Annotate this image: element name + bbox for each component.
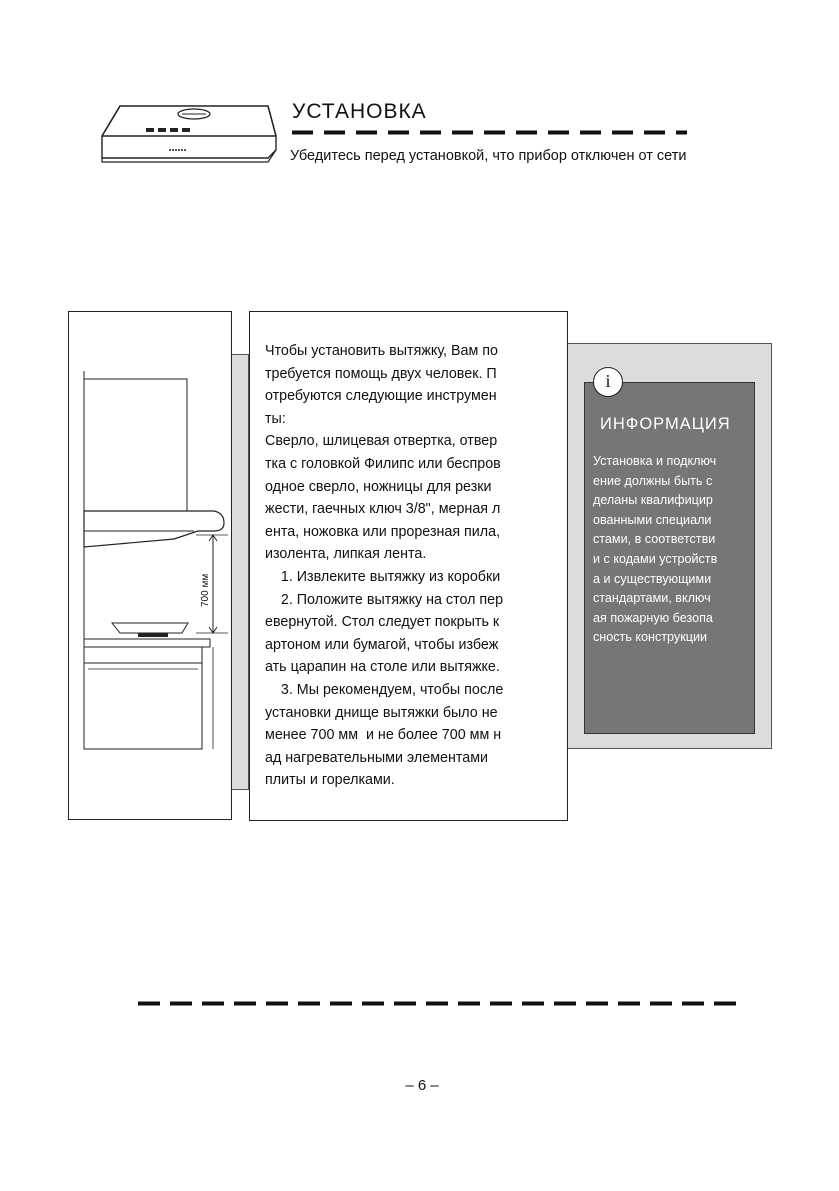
bottom-dashed-divider	[138, 1001, 743, 1006]
safety-subtitle: Убедитесь перед установкой, что прибор отключен от сети	[290, 148, 687, 164]
installation-diagram	[68, 311, 232, 820]
info-text: Установка и подключ ение должны быть с деланы квалифицир ованными специали стами, в соответстви и с кодами устройств а и существующими стандартами, включ ая пожарную безопа сность конструкции	[593, 454, 718, 645]
instructions-text: Чтобы установить вытяжку, Вам по требуется помощь двух человек. П отребуются следующие инструмен ты: Сверло, шлицевая отвертка, отвер тка с головкой Филипс или беспров одное сверло, ножницы для резки жести, гаечных ключ 3/8", мерная л ента, ножовка или прорезная пила, изолента, липкая лента. 1. Извлеките вытяжку из коробки 2. Положите вытяжку на стол пер евернутой. Стол следует покрыть к артоном или бумагой, чтобы избеж ать царапин на столе или вытяжке. 3. Мы рекомендуем, чтобы после установки днище вытяжки было не менее 700 мм и не более 700 мм н ад нагревательными элементами плиты и горелками.	[265, 343, 504, 789]
instructions-panel	[249, 311, 568, 821]
top-dashed-divider	[292, 130, 687, 135]
dimension-label: 700 мм	[200, 573, 211, 607]
range-hood-icon	[98, 100, 278, 166]
page-title: УСТАНОВКА	[292, 100, 427, 123]
info-title: ИНФОРМАЦИЯ	[600, 415, 731, 433]
info-icon: i	[593, 367, 623, 397]
panel-shadow-strip	[232, 354, 249, 790]
page-number: – 6 –	[405, 1077, 439, 1094]
